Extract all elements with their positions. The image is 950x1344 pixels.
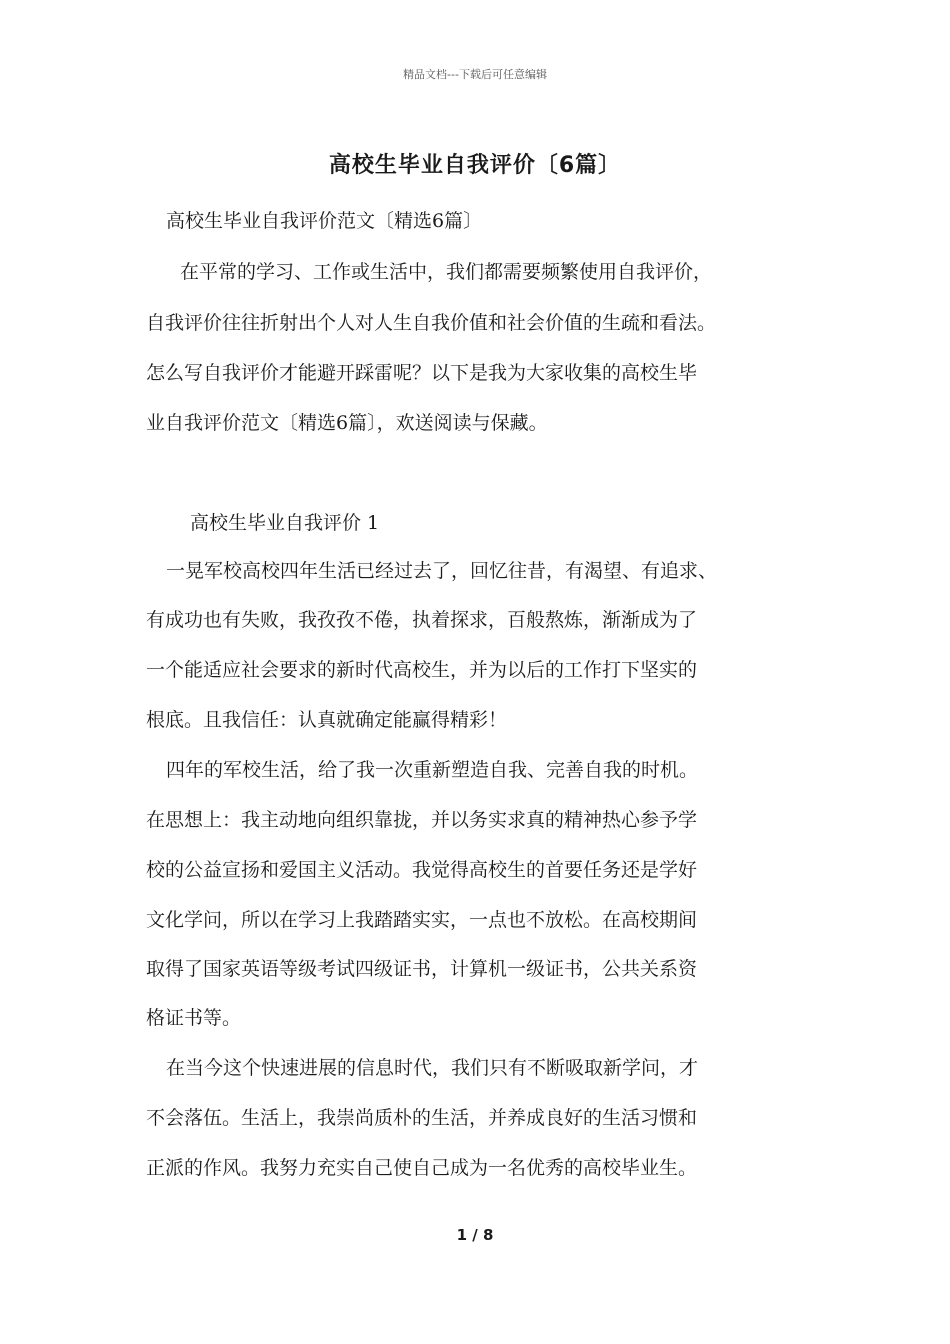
paragraph-line: 四年的军校生活，给了我一次重新塑造自我、完善自我的时机。 xyxy=(166,759,699,781)
paragraph-line: 格证书等。 xyxy=(146,1007,242,1029)
subtitle: 高校生毕业自我评价范文〔精选6篇〕 xyxy=(166,210,483,232)
paragraph-line: 正派的作风。我努力充实自己使自己成为一名优秀的高校毕业生。 xyxy=(146,1157,698,1179)
page-number: 1 / 8 xyxy=(456,1226,494,1244)
paragraph-line: 在思想上：我主动地向组织靠拢，并以务实求真的精神热心参予学 xyxy=(146,809,698,831)
paragraph-line: 不会落伍。生活上，我崇尚质朴的生活，并养成良好的生活习惯和 xyxy=(146,1107,698,1129)
paragraph-line: 有成功也有失败，我孜孜不倦，执着探求，百般熬炼，渐渐成为了 xyxy=(146,609,698,631)
paragraph-line: 一个能适应社会要求的新时代高校生，并为以后的工作打下坚实的 xyxy=(146,659,698,681)
intro-line: 自我评价往往折射出个人对人生自我价值和社会价值的生疏和看法。 xyxy=(146,312,717,334)
paragraph-line: 一晃军校高校四年生活已经过去了，回忆往昔，有渴望、有追求、 xyxy=(166,560,718,582)
paragraph-line: 校的公益宣扬和爱国主义活动。我觉得高校生的首要任务还是学好 xyxy=(146,859,698,881)
section-heading: 高校生毕业自我评价 1 xyxy=(190,512,380,534)
document-title: 高校生毕业自我评价〔6篇〕 xyxy=(328,153,622,178)
paragraph-line: 根底。且我信任：认真就确定能赢得精彩！ xyxy=(146,709,508,731)
paragraph-line: 在当今这个快速进展的信息时代，我们只有不断吸取新学问，才 xyxy=(166,1057,699,1079)
intro-line: 在平常的学习、工作或生活中，我们都需要频繁使用自我评价， xyxy=(180,261,713,283)
header-note: 精品文档---下载后可任意编辑 xyxy=(403,68,547,81)
intro-line: 业自我评价范文〔精选6篇〕，欢送阅读与保藏。 xyxy=(146,412,548,434)
intro-line: 怎么写自我评价才能避开踩雷呢？以下是我为大家收集的高校生毕 xyxy=(146,362,698,384)
paragraph-line: 取得了国家英语等级考试四级证书，计算机一级证书，公共关系资 xyxy=(146,958,698,980)
paragraph-line: 文化学问，所以在学习上我踏踏实实，一点也不放松。在高校期间 xyxy=(146,909,698,931)
